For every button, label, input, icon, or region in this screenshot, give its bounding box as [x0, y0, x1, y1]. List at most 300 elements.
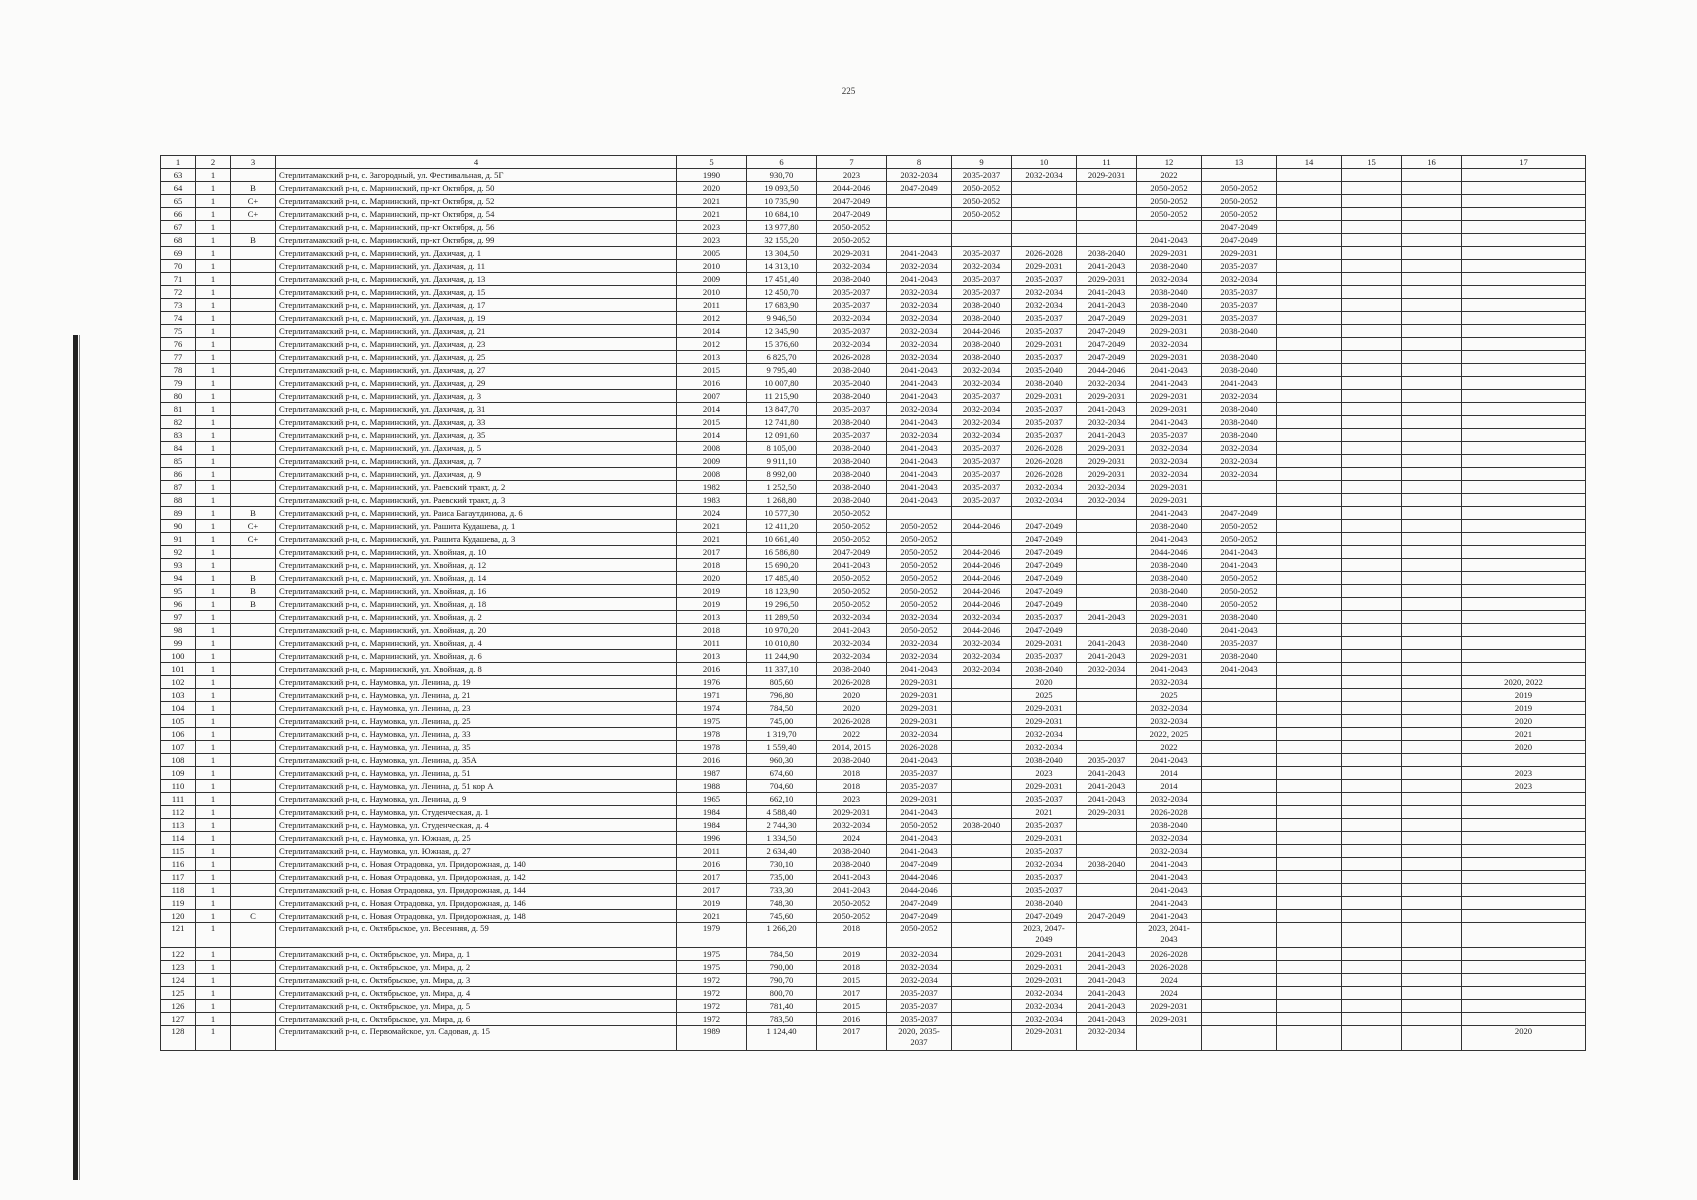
address-cell: Стерлитамакский р-н, с. Наумовка, ул. Студенческая, д. 4 [276, 819, 677, 832]
address-cell: Стерлитамакский р-н, с. Марнинский, ул. Дахичая, д. 3 [276, 390, 677, 403]
table-row [161, 260, 1586, 273]
table-row [161, 182, 1586, 195]
table-cell [231, 884, 276, 897]
table-cell: 122 [161, 948, 196, 961]
table-cell: 2044-2046 [1077, 364, 1137, 377]
table-cell [1342, 455, 1402, 468]
table-row [161, 546, 1586, 559]
table-cell [1077, 702, 1137, 715]
table-cell [952, 974, 1012, 987]
table-row [161, 247, 1586, 260]
table-cell: 115 [161, 845, 196, 858]
table-cell: 2013 [677, 351, 747, 364]
table-cell: 2035-2037 [1012, 273, 1077, 286]
table-cell [1342, 468, 1402, 481]
table-cell [1277, 468, 1342, 481]
table-cell [1342, 429, 1402, 442]
table-cell: 2035-2037 [952, 494, 1012, 507]
table-cell [1342, 832, 1402, 845]
table-cell: 2038-2040 [1202, 351, 1277, 364]
table-cell: 123 [161, 961, 196, 974]
table-cell: 2041-2043 [1137, 234, 1202, 247]
table-cell [1402, 247, 1462, 260]
table-cell [1402, 572, 1462, 585]
table-cell: 2035-2037 [1012, 793, 1077, 806]
table-row [161, 961, 1586, 974]
table-cell: 2023 [677, 221, 747, 234]
address-cell: Стерлитамакский р-н, с. Марнинский, пр-кт Октября, д. 50 [276, 182, 677, 195]
table-cell: 98 [161, 624, 196, 637]
table-cell: 10 684,10 [747, 208, 817, 221]
table-cell [1342, 559, 1402, 572]
table-cell [1402, 728, 1462, 741]
address-cell: Стерлитамакский р-н, с. Наумовка, ул. Ленина, д. 23 [276, 702, 677, 715]
table-row [161, 910, 1586, 923]
address-cell: Стерлитамакский р-н, с. Марнинский, ул. Хвойная, д. 16 [276, 585, 677, 598]
table-cell: 2050-2052 [1202, 572, 1277, 585]
table-cell [1462, 987, 1586, 1000]
table-row [161, 533, 1586, 546]
table-cell: 1 [196, 650, 231, 663]
table-cell: 2035-2037 [952, 273, 1012, 286]
table-cell [1402, 364, 1462, 377]
table-cell [952, 858, 1012, 871]
table-cell: 2047-2049 [1012, 520, 1077, 533]
table-cell: 2011 [677, 845, 747, 858]
table-cell [1342, 1000, 1402, 1013]
table-row [161, 974, 1586, 987]
table-cell [1342, 689, 1402, 702]
table-cell [1402, 169, 1462, 182]
table-cell: 2041-2043 [1202, 663, 1277, 676]
table-cell [231, 741, 276, 754]
table-cell [1402, 715, 1462, 728]
table-cell: 2029-2031 [1077, 273, 1137, 286]
table-cell [231, 832, 276, 845]
table-cell: 2032-2034 [887, 611, 952, 624]
table-cell [1077, 624, 1137, 637]
table-cell: 1 [196, 299, 231, 312]
table-cell: 704,60 [747, 780, 817, 793]
table-cell: 735,00 [747, 871, 817, 884]
table-cell [231, 468, 276, 481]
table-cell: 71 [161, 273, 196, 286]
table-cell [1402, 832, 1462, 845]
table-cell [231, 858, 276, 871]
table-cell: 2038-2040 [817, 494, 887, 507]
table-cell: 2035-2037 [1012, 312, 1077, 325]
table-cell [1402, 845, 1462, 858]
table-cell: 2041-2043 [887, 442, 952, 455]
table-cell: 2020, 2035-2037 [887, 1026, 952, 1051]
table-cell [1277, 715, 1342, 728]
table-cell [1462, 338, 1586, 351]
table-cell: 1 [196, 208, 231, 221]
table-cell [231, 987, 276, 1000]
table-cell [952, 845, 1012, 858]
table-cell [1462, 598, 1586, 611]
table-cell [1077, 533, 1137, 546]
table-cell [1402, 338, 1462, 351]
table-cell: 1983 [677, 494, 747, 507]
table-cell: 2050-2052 [887, 572, 952, 585]
table-cell [1277, 845, 1342, 858]
table-cell: 2035-2037 [887, 1013, 952, 1026]
table-cell: 12 450,70 [747, 286, 817, 299]
table-cell: 2022, 2025 [1137, 728, 1202, 741]
table-cell [1342, 221, 1402, 234]
table-cell [1402, 754, 1462, 767]
table-cell: 70 [161, 260, 196, 273]
table-cell [231, 351, 276, 364]
table-cell [1342, 663, 1402, 676]
table-cell: 1 266,20 [747, 923, 817, 948]
table-cell [952, 754, 1012, 767]
address-cell: Стерлитамакский р-н, с. Октябрьское, ул. Весенняя, д. 59 [276, 923, 677, 948]
table-cell: 2032-2034 [887, 260, 952, 273]
table-cell: 12 345,90 [747, 325, 817, 338]
address-cell: Стерлитамакский р-н, с. Октябрьское, ул. Мира, д. 1 [276, 948, 677, 961]
table-cell: 1 [196, 169, 231, 182]
table-cell: 1 559,40 [747, 741, 817, 754]
table-row [161, 871, 1586, 884]
address-cell: Стерлитамакский р-н, с. Марнинский, ул. Дахичая, д. 31 [276, 403, 677, 416]
table-cell: 2014 [677, 429, 747, 442]
address-cell: Стерлитамакский р-н, с. Октябрьское, ул. Мира, д. 3 [276, 974, 677, 987]
table-cell: 2038-2040 [817, 416, 887, 429]
table-cell [1342, 403, 1402, 416]
table-cell: 119 [161, 897, 196, 910]
table-cell [1277, 819, 1342, 832]
table-cell [1277, 871, 1342, 884]
table-cell: 1 [196, 858, 231, 871]
table-cell [1402, 948, 1462, 961]
table-cell: 2041-2043 [1137, 416, 1202, 429]
table-cell: 2041-2043 [1077, 948, 1137, 961]
table-row [161, 559, 1586, 572]
address-cell: Стерлитамакский р-н, с. Марнинский, ул. Хвойная, д. 14 [276, 572, 677, 585]
table-cell: 2038-2040 [1202, 650, 1277, 663]
table-cell: 2038-2040 [952, 819, 1012, 832]
table-cell [1277, 351, 1342, 364]
table-cell: 1 [196, 429, 231, 442]
table-cell [952, 961, 1012, 974]
table-cell [1077, 871, 1137, 884]
table-cell: 2029-2031 [1012, 961, 1077, 974]
table-cell: 1996 [677, 832, 747, 845]
table-cell: 2005 [677, 247, 747, 260]
table-cell [952, 702, 1012, 715]
table-cell: 1982 [677, 481, 747, 494]
table-cell [231, 429, 276, 442]
table-cell: 79 [161, 377, 196, 390]
address-cell: Стерлитамакский р-н, с. Марнинский, пр-кт Октября, д. 52 [276, 195, 677, 208]
table-cell: 68 [161, 234, 196, 247]
table-cell: 1971 [677, 689, 747, 702]
table-cell: 84 [161, 442, 196, 455]
table-cell [1342, 948, 1402, 961]
address-cell: Стерлитамакский р-н, с. Марнинский, ул. Дахичая, д. 9 [276, 468, 677, 481]
table-cell [231, 169, 276, 182]
table-cell [1202, 832, 1277, 845]
table-cell: 2032-2034 [817, 260, 887, 273]
table-cell [1402, 195, 1462, 208]
table-cell: 2041-2043 [1077, 987, 1137, 1000]
table-cell [1077, 819, 1137, 832]
table-cell [1277, 858, 1342, 871]
address-cell: Стерлитамакский р-н, с. Марнинский, ул. Дахичая, д. 11 [276, 260, 677, 273]
table-cell: 17 451,40 [747, 273, 817, 286]
table-cell: 2032-2034 [1137, 455, 1202, 468]
table-cell: 2015 [817, 974, 887, 987]
table-row [161, 442, 1586, 455]
table-header [161, 156, 1586, 169]
table-cell [952, 793, 1012, 806]
address-cell: Стерлитамакский р-н, с. Октябрьское, ул. Мира, д. 5 [276, 1000, 677, 1013]
table-cell: 2047-2049 [1202, 234, 1277, 247]
table-cell: 101 [161, 663, 196, 676]
table-row [161, 987, 1586, 1000]
table-cell [1462, 637, 1586, 650]
table-cell: 1 [196, 987, 231, 1000]
table-cell: 2018 [677, 624, 747, 637]
table-cell [231, 897, 276, 910]
table-row [161, 858, 1586, 871]
table-cell [1342, 546, 1402, 559]
table-cell [231, 1013, 276, 1026]
table-cell: 2050-2052 [952, 208, 1012, 221]
table-cell: 93 [161, 559, 196, 572]
table-cell: 1972 [677, 1013, 747, 1026]
table-cell: 2032-2034 [1202, 273, 1277, 286]
table-cell: 2021 [1012, 806, 1077, 819]
table-cell: 2032-2034 [952, 429, 1012, 442]
table-cell: 2047-2049 [887, 858, 952, 871]
table-cell [1277, 650, 1342, 663]
table-cell: 662,10 [747, 793, 817, 806]
table-cell [1402, 858, 1462, 871]
table-cell: 2035-2037 [1012, 650, 1077, 663]
table-cell: 2032-2034 [1077, 416, 1137, 429]
table-cell: 2041-2043 [1077, 611, 1137, 624]
table-cell: 2050-2052 [887, 923, 952, 948]
table-cell: 10 735,90 [747, 195, 817, 208]
table-cell [1077, 221, 1137, 234]
table-cell: 2038-2040 [1202, 416, 1277, 429]
table-cell: 2016 [677, 754, 747, 767]
table-cell: 116 [161, 858, 196, 871]
table-cell: 2014 [677, 403, 747, 416]
table-cell [1077, 897, 1137, 910]
table-cell: 2019 [677, 897, 747, 910]
table-cell [1342, 715, 1402, 728]
table-cell [1202, 974, 1277, 987]
table-cell [1462, 494, 1586, 507]
table-cell: 2041-2043 [1137, 858, 1202, 871]
table-cell [231, 845, 276, 858]
table-cell: 1 [196, 767, 231, 780]
address-cell: Стерлитамакский р-н, с. Марнинский, ул. Дахичая, д. 13 [276, 273, 677, 286]
table-cell: 2029-2031 [1077, 455, 1137, 468]
table-cell [1462, 234, 1586, 247]
table-cell: 9 911,10 [747, 455, 817, 468]
table-cell [1462, 325, 1586, 338]
table-cell [1277, 247, 1342, 260]
table-cell [231, 338, 276, 351]
table-row [161, 338, 1586, 351]
table-cell [1342, 247, 1402, 260]
table-cell: 2029-2031 [817, 247, 887, 260]
table-cell: 2014 [677, 325, 747, 338]
address-cell: Стерлитамакский р-н, с. Марнинский, ул. Дахичая, д. 19 [276, 312, 677, 325]
table-cell [231, 624, 276, 637]
table-row [161, 494, 1586, 507]
table-cell [887, 507, 952, 520]
table-cell [1277, 897, 1342, 910]
table-cell: 2035-2037 [1137, 429, 1202, 442]
table-cell [231, 767, 276, 780]
table-cell: 2050-2052 [1202, 182, 1277, 195]
table-cell: 2032-2034 [1202, 455, 1277, 468]
table-cell: 2014, 2015 [817, 741, 887, 754]
table-cell [952, 884, 1012, 897]
table-cell: 89 [161, 507, 196, 520]
table-cell: 2014 [1137, 780, 1202, 793]
table-cell: 1 [196, 598, 231, 611]
table-cell: 2021 [677, 533, 747, 546]
table-cell [1462, 377, 1586, 390]
table-cell: 94 [161, 572, 196, 585]
binding-edge-thin [79, 335, 80, 1180]
table-cell [1137, 1026, 1202, 1051]
table-cell: 2035-2037 [887, 767, 952, 780]
table-cell: 2050-2052 [1202, 585, 1277, 598]
table-cell [231, 676, 276, 689]
table-cell [1012, 507, 1077, 520]
table-cell [1402, 416, 1462, 429]
table-cell: 17 485,40 [747, 572, 817, 585]
table-cell: 1 [196, 910, 231, 923]
table-cell: 1975 [677, 961, 747, 974]
table-cell: 2041-2043 [1137, 871, 1202, 884]
table-cell [231, 455, 276, 468]
table-cell: 2020 [677, 182, 747, 195]
table-cell [1342, 507, 1402, 520]
table-cell [1077, 676, 1137, 689]
table-cell [952, 806, 1012, 819]
table-cell [1202, 676, 1277, 689]
table-cell: С+ [231, 195, 276, 208]
table-cell: С+ [231, 208, 276, 221]
table-row [161, 793, 1586, 806]
table-cell [1462, 455, 1586, 468]
table-cell [1402, 208, 1462, 221]
table-cell [1202, 767, 1277, 780]
table-cell: 1 [196, 182, 231, 195]
table-cell: 2050-2052 [817, 221, 887, 234]
table-cell: 9 946,50 [747, 312, 817, 325]
table-cell [1277, 884, 1342, 897]
table-cell [1012, 234, 1077, 247]
table-cell: 2014 [1137, 767, 1202, 780]
table-cell [1402, 598, 1462, 611]
table-cell: 1 [196, 754, 231, 767]
table-cell: 2029-2031 [1077, 468, 1137, 481]
table-cell: 2038-2040 [952, 312, 1012, 325]
table-cell [1462, 403, 1586, 416]
table-cell [1277, 754, 1342, 767]
table-cell: 2035-2040 [817, 377, 887, 390]
table-row [161, 364, 1586, 377]
table-cell [1402, 897, 1462, 910]
table-cell [1462, 948, 1586, 961]
table-cell: 2050-2052 [1202, 520, 1277, 533]
table-cell [1462, 793, 1586, 806]
table-cell: 2029-2031 [1137, 1000, 1202, 1013]
table-row [161, 195, 1586, 208]
table-cell: 2024 [677, 507, 747, 520]
table-cell [1077, 520, 1137, 533]
table-cell: 783,50 [747, 1013, 817, 1026]
table-cell [231, 650, 276, 663]
table-row [161, 663, 1586, 676]
table-cell: 97 [161, 611, 196, 624]
table-cell [1342, 884, 1402, 897]
table-cell: 2041-2043 [817, 624, 887, 637]
table-cell: 2050-2052 [1202, 598, 1277, 611]
table-cell: 2038-2040 [952, 351, 1012, 364]
table-cell: 2022 [1137, 169, 1202, 182]
table-cell: 2035-2037 [1012, 871, 1077, 884]
table-cell: С [231, 910, 276, 923]
table-cell [1342, 637, 1402, 650]
table-cell [1462, 195, 1586, 208]
table-cell: 745,60 [747, 910, 817, 923]
table-cell: 2032-2034 [1012, 728, 1077, 741]
column-number-14: 14 [1277, 156, 1342, 169]
table-cell: 796,80 [747, 689, 817, 702]
table-cell: 2032-2034 [887, 728, 952, 741]
table-cell: 120 [161, 910, 196, 923]
column-number-17: 17 [1462, 156, 1586, 169]
table-cell: 2038-2040 [1077, 247, 1137, 260]
table-cell: 2015 [677, 364, 747, 377]
table-cell [1462, 546, 1586, 559]
table-cell [1277, 234, 1342, 247]
table-cell: 2035-2037 [952, 468, 1012, 481]
table-cell: 2032-2034 [887, 325, 952, 338]
table-cell [1342, 676, 1402, 689]
table-cell [1462, 1013, 1586, 1026]
table-cell: 10 661,40 [747, 533, 817, 546]
table-cell [1342, 260, 1402, 273]
table-row [161, 273, 1586, 286]
table-cell: 2041-2043 [1202, 559, 1277, 572]
table-cell: 2038-2040 [952, 299, 1012, 312]
table-cell [952, 780, 1012, 793]
table-cell [1402, 468, 1462, 481]
table-cell: 73 [161, 299, 196, 312]
table-cell: 2032-2034 [887, 338, 952, 351]
table-cell: 113 [161, 819, 196, 832]
table-cell: 66 [161, 208, 196, 221]
table-row [161, 754, 1586, 767]
column-number-15: 15 [1342, 156, 1402, 169]
table-cell: 1 [196, 871, 231, 884]
table-cell: 2050-2052 [817, 234, 887, 247]
table-cell [1277, 364, 1342, 377]
table-cell: 32 155,20 [747, 234, 817, 247]
